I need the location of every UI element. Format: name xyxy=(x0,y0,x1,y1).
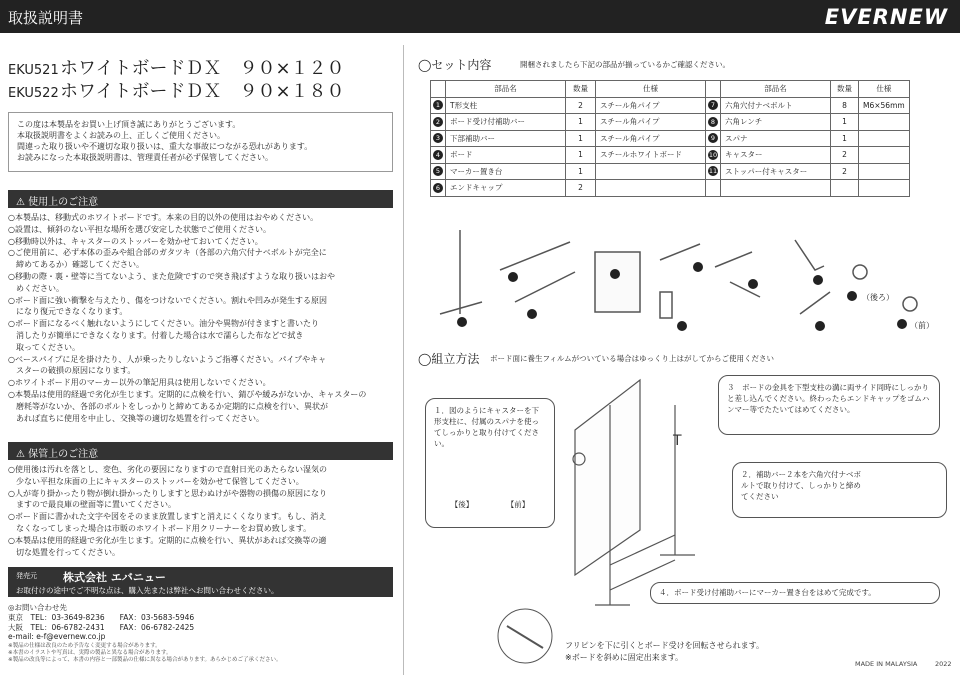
table-row xyxy=(431,97,910,114)
pin-detail-illustration xyxy=(495,606,555,666)
table-row xyxy=(431,163,910,180)
list-item: ○本製品は使用的経過で劣化が生じます。定期的に点検を行い、異状があれば交換等の適 xyxy=(8,535,327,545)
list-item: スターの破損の原因になります。 xyxy=(8,366,136,376)
part-spec: スチールホワイトボード xyxy=(596,147,706,164)
part-number: 4 xyxy=(433,150,443,160)
inquiry-note: お取付けの途中でご不明な点は、購入先または弊社へお問い合わせください。 xyxy=(16,586,279,595)
contact-email[interactable]: e-mail: e-f@evernew.co.jp xyxy=(8,632,106,642)
model-title-2 xyxy=(8,77,345,103)
list-item: ○ボード面に強い衝撃を与えたり、傷をつけないでください。割れや凹みが発生する原因 xyxy=(8,295,327,305)
part-name: 下部補助バー xyxy=(446,130,566,147)
made-in-label: MADE IN MALAYSIA xyxy=(855,660,918,668)
part-number: 9 xyxy=(708,133,718,143)
bar-illustration xyxy=(500,242,570,270)
part-number: 1 xyxy=(433,100,443,110)
step1-text: １．図のようにキャスターを下形支柱に、付属のスパナを使ってしっかりと取り付けてください。 xyxy=(434,406,539,448)
part-number: 2 xyxy=(433,117,443,127)
part-qty: 2 xyxy=(831,163,859,180)
distributor-bar xyxy=(8,567,393,597)
list-item: 切な処置を行ってください。 xyxy=(8,547,120,557)
list-item: 磨耗等がないか、各部のボルトをしっかりと締めてあるか定期的に点検を行い、異状が xyxy=(8,401,328,411)
model-name: ホワイトボードＤＸ ９０×１２０ xyxy=(60,58,345,79)
intro-line: お読みになった本取扱説明書は、管理責任者が必ず保管してください。 xyxy=(17,153,273,162)
part-spec xyxy=(596,163,706,180)
part-name: 六角穴付ナベボルト xyxy=(721,97,831,114)
part-qty: 1 xyxy=(566,147,596,164)
document-title: 取扱説明書 xyxy=(8,9,84,27)
brand-logo: EVERNEW xyxy=(824,5,948,29)
year-label: 2022 xyxy=(935,660,952,668)
warning-icon: ⚠ xyxy=(16,197,25,208)
part-qty: 2 xyxy=(831,147,859,164)
header-bar xyxy=(0,0,960,33)
list-item: ○人が寄り掛かったり物が倒れ掛かったりしますと思わぬけがや器物の損傷の原因になり xyxy=(8,488,327,498)
company-name: 株式会社 エバニュー xyxy=(63,571,166,584)
assembly-title: ◯組立方法 xyxy=(418,352,480,366)
assembly-note: ボード面に養生フィルムがついている場合はゆっくり上はがしてからご使用ください xyxy=(490,354,775,363)
part-number: 8 xyxy=(708,117,718,127)
contact-tokyo: 東京 TEL：03-3649-8236 FAX：03-5683-5946 xyxy=(8,612,195,622)
step1-label-front: 【前】 xyxy=(506,500,530,509)
storage-cautions-list xyxy=(8,464,393,558)
board-illustration xyxy=(595,252,640,312)
table-header-row xyxy=(431,81,910,98)
table-row xyxy=(431,180,910,197)
list-item: ○ボード面に書かれた文字や図をそのまま放置しますと消えにくくなります。もし、消え xyxy=(8,512,327,522)
part-name: T形支柱 xyxy=(446,97,566,114)
part-spec xyxy=(859,130,910,147)
caster-label-rear: （後ろ） xyxy=(862,293,894,302)
table-row xyxy=(431,147,910,164)
set-contents-note: 開梱されましたら下記の部品が揃っているかご確認ください。 xyxy=(520,60,730,69)
part-spec xyxy=(859,163,910,180)
list-item: になり復元できなくなります。 xyxy=(8,307,128,317)
contact-heading: ◎お問い合わせ先 xyxy=(8,603,68,612)
part-spec: スチール角パイプ xyxy=(596,97,706,114)
part-spec: M6×56mm xyxy=(859,97,910,114)
list-item: ○ボード面になるべく触れないようにしてください。油分や異物が付きますと書いたり xyxy=(8,319,319,329)
list-item: ○ご使用前に、必ず本体の歪みや組合部のガタツキ（各部の六角穴付ナベボルトが完全に xyxy=(8,248,327,258)
caster-label-front: （前） xyxy=(910,321,934,330)
intro-box xyxy=(8,112,393,172)
end-cap-illustration xyxy=(660,244,700,260)
contact-info xyxy=(8,603,393,642)
distributor-label: 発売元 xyxy=(16,572,37,580)
table-row xyxy=(431,130,910,147)
marker-tray-illustration xyxy=(660,292,672,318)
col-spec: 仕様 xyxy=(596,81,706,98)
part-qty: 2 xyxy=(566,180,596,197)
part-spec xyxy=(596,180,706,197)
section-title: 使用上のご注意 xyxy=(28,197,99,208)
part-name: キャスター xyxy=(721,147,831,164)
col-part-name: 部品名 xyxy=(446,81,566,98)
t-stand-symbol: T xyxy=(673,433,682,449)
fine-print xyxy=(8,643,393,664)
list-item: めください。 xyxy=(8,283,64,293)
step1-label-rear: 【後】 xyxy=(450,500,474,509)
parts-table xyxy=(430,80,910,197)
list-item: ○設置は、傾斜のない平担な場所を選び安定した状態でご使用ください。 xyxy=(8,224,271,234)
intro-line: この度は本製品をお買い上げ頂き誠にありがとうございます。 xyxy=(17,120,241,129)
part-spec: スチール角パイプ xyxy=(596,130,706,147)
list-item: ○ベースパイプに足を掛けたり、人が乗ったりしないようご指導ください。パイプやキャ xyxy=(8,354,327,364)
section-title: 保管上のご注意 xyxy=(28,449,99,460)
part-qty: 1 xyxy=(831,130,859,147)
part-qty: 1 xyxy=(566,114,596,131)
fine-line: ※製品の改良等によって、本書の内容と一部製品の仕様に異なる場合があります。あらかじめご了承ください。 xyxy=(8,657,282,663)
list-item: ますので最良庫の壁面等に置いてください。 xyxy=(8,500,176,510)
spanner-illustration xyxy=(800,292,830,314)
part-number: 5 xyxy=(433,166,443,176)
list-item: 少ない平担な床面の上にキャスターのストッパーを効かせて保管してください。 xyxy=(8,476,304,486)
part-number: 10 xyxy=(708,150,718,159)
hex-wrench-illustration xyxy=(795,240,824,270)
step2-callout xyxy=(732,462,947,518)
step4-text: ４．ボード受け付補助バーにマーカー置き台をはめて完成です。 xyxy=(659,588,876,597)
col-spec: 仕様 xyxy=(859,81,910,98)
set-contents-title: ◯セット内容 xyxy=(418,58,492,72)
part-name: エンドキャップ xyxy=(446,180,566,197)
part-spec: スチール角パイプ xyxy=(596,114,706,131)
list-item: ○本製品は使用的経過で劣化が生じます。定期的に点検を行い、錆びや緩みがないか、キャスターの xyxy=(8,389,367,399)
step1-callout xyxy=(425,398,555,528)
intro-line: 本取扱説明書をよくお読みの上、正しくご使用ください。 xyxy=(17,131,225,140)
model-code: EKU521 xyxy=(8,63,59,78)
warning-icon: ⚠ xyxy=(16,449,25,460)
part-qty: 8 xyxy=(831,97,859,114)
part-name: ボード xyxy=(446,147,566,164)
part-number: 6 xyxy=(433,183,443,193)
list-item: ○移動時以外は、キャスターのストッパーを効かせておいてください。 xyxy=(8,236,263,246)
usage-cautions-list xyxy=(8,212,393,424)
pin-note-2: ※ボードを斜めに固定出来ます。 xyxy=(565,653,684,662)
end-cap-illustration xyxy=(715,252,752,267)
caster-illustration xyxy=(853,265,867,279)
list-item: ○本製品は、移動式のホワイトボードです。本来の目的以外の使用はおやめください。 xyxy=(8,213,319,222)
col-qty: 数量 xyxy=(566,81,596,98)
part-number: 3 xyxy=(433,133,443,143)
pin-note-1: フリピンを下に引くとボード受けを回転させられます。 xyxy=(565,641,765,650)
storage-cautions-heading xyxy=(8,442,393,460)
list-item: 取ってください。 xyxy=(8,342,80,352)
part-qty: 2 xyxy=(566,97,596,114)
assembled-board-illustration xyxy=(565,375,725,620)
part-name: ストッパー付キャスター xyxy=(721,163,831,180)
intro-line: 間違った取り扱いや不適切な取り扱いは、重大な事故につながる恐れがあります。 xyxy=(17,142,313,151)
model-name: ホワイトボードＤＸ ９０×１８０ xyxy=(60,81,345,102)
part-qty: 1 xyxy=(566,163,596,180)
contact-osaka: 大阪 TEL：06-6782-2431 FAX：06-6782-2425 xyxy=(8,622,195,632)
part-number: 7 xyxy=(708,100,718,110)
part-qty: 1 xyxy=(566,130,596,147)
part-name: スパナ xyxy=(721,130,831,147)
part-number: 11 xyxy=(708,167,718,176)
table-row xyxy=(431,114,910,131)
fine-line: ※本書のイラストや写真は、実際の製品と異なる場合があります。 xyxy=(8,650,172,656)
part-name: マーカー置き台 xyxy=(446,163,566,180)
part-name: 六角レンチ xyxy=(721,114,831,131)
list-item: あれば直ちに使用を中止し、交換等の適切な処置を行ってください。 xyxy=(8,413,264,423)
list-item: 締めてあるか）確認してください。 xyxy=(8,260,144,270)
part-qty: 1 xyxy=(831,114,859,131)
parts-illustration xyxy=(420,222,950,340)
part-spec xyxy=(859,114,910,131)
step3-callout xyxy=(718,375,940,435)
list-item: ○使用後は汚れを落とし、変色、劣化の要因になりますので直射日光のあたらない湿気の xyxy=(8,465,327,474)
step2-text: ２．補助バー２本を六角穴付ナベボルトで取り付けて、しっかりと締めてください xyxy=(741,470,861,501)
col-qty: 数量 xyxy=(831,81,859,98)
usage-cautions-heading xyxy=(8,190,393,208)
bar-illustration xyxy=(515,272,575,302)
list-item: 消したりが簡単にできなくなります。付着した場合は水で濡らした布などで拭き xyxy=(8,330,304,340)
list-item: なくなってしまった場合は市販のホワイトボード用クリーナーをお買め致します。 xyxy=(8,523,312,533)
list-item: ○移動の際・裏・壁等に当てないよう、また危険ですので突き飛ばすような取り扱いはおや xyxy=(8,271,335,281)
part-name: ボード受け付補助バー xyxy=(446,114,566,131)
model-code: EKU522 xyxy=(8,86,59,101)
list-item: ○ホワイトボード用のマーカー以外の筆記用具は使用しないでください。 xyxy=(8,378,271,388)
column-divider xyxy=(403,45,404,675)
col-part-name: 部品名 xyxy=(721,81,831,98)
part-spec xyxy=(859,147,910,164)
step3-text: ３ ボードの金具を下型支柱の溝に両サイド同時にしっかりと差し込んでください。終わったらエンドキャップをゴムハンマー等でたたいてはめてください。 xyxy=(727,383,930,414)
caster-illustration xyxy=(903,297,917,311)
fine-line: ※製品の仕様は改良のため予告なく変更する場合があります。 xyxy=(8,643,161,649)
